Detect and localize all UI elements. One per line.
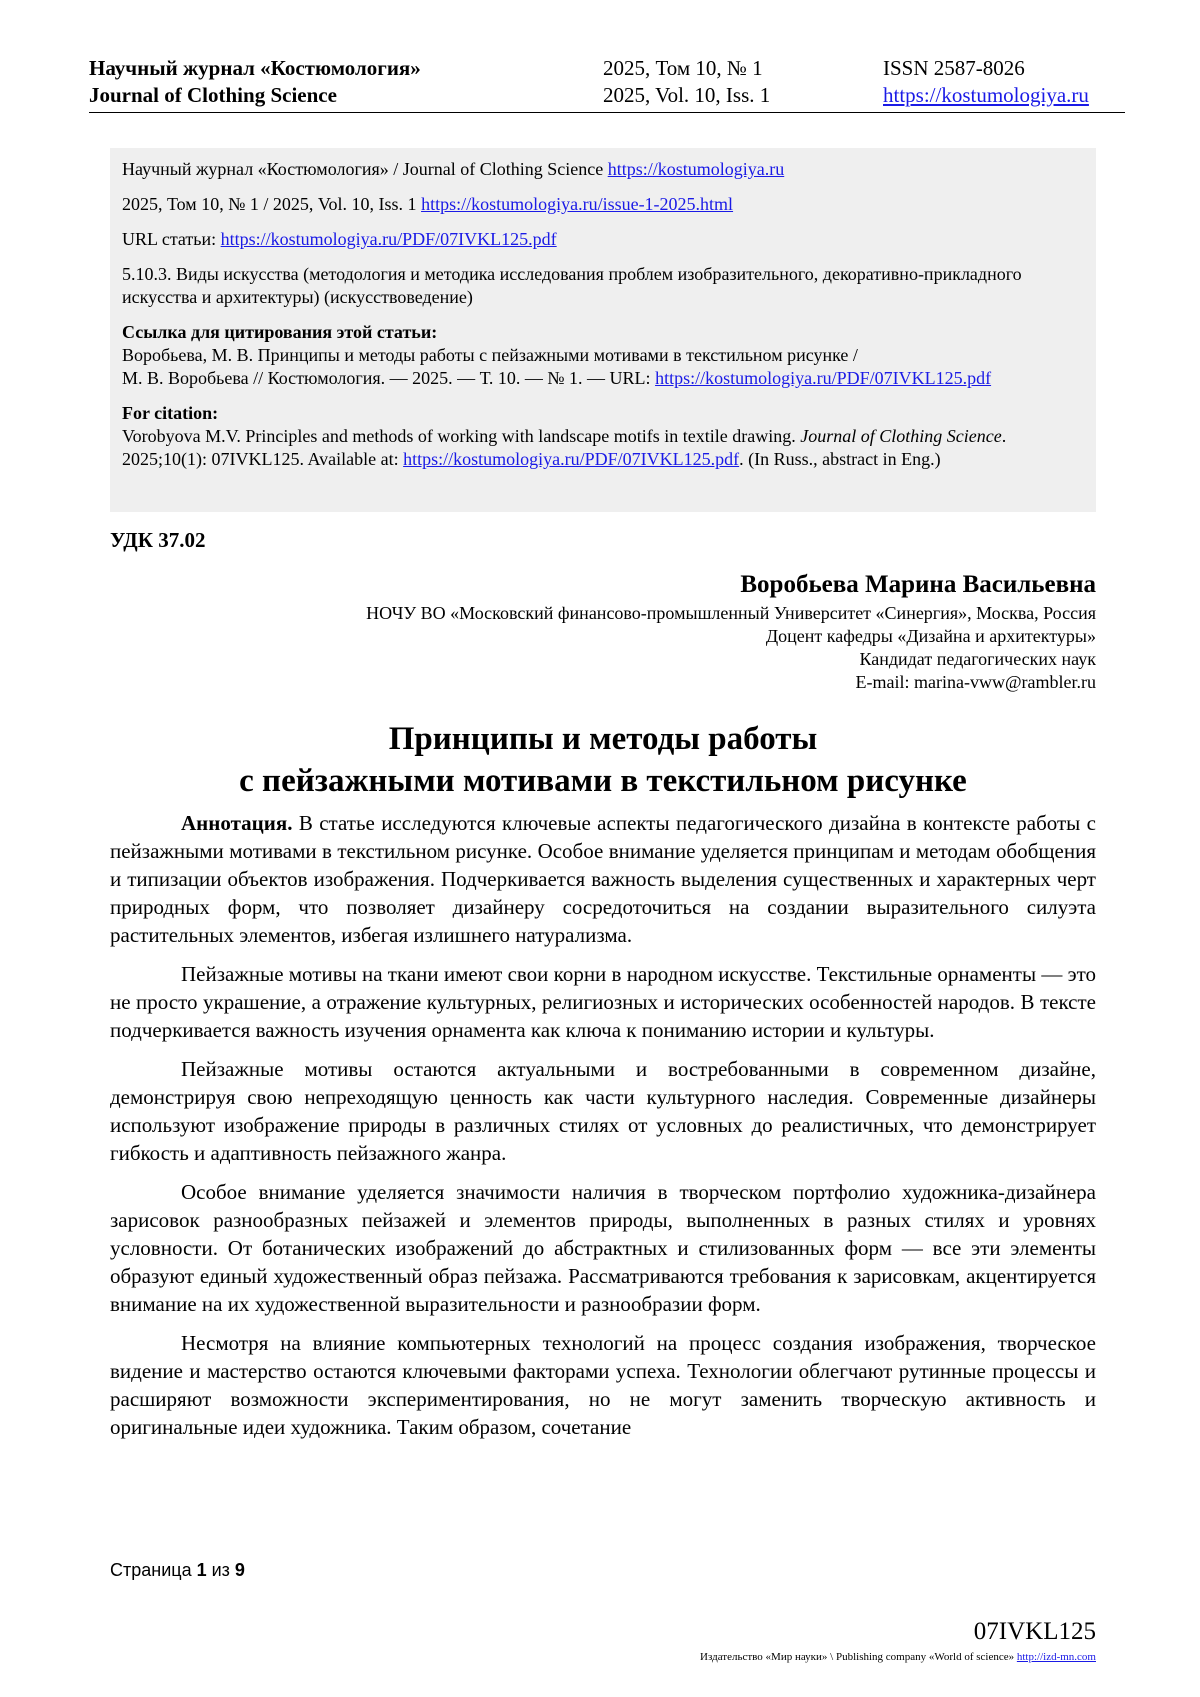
page-current: 1	[196, 1560, 207, 1580]
info-specialty: 5.10.3. Виды искусства (методология и методика исследования проблем изобразительного, декоративно-прикладного искусства и архитектуры) (искусствоведение)	[122, 264, 1022, 307]
citation-en-link[interactable]: https://kostumologiya.ru/PDF/07IVKL125.pdf	[403, 449, 740, 469]
abstract-paragraph: Особое внимание уделяется значимости наличия в творческом портфолио художника-дизайнера зарисовок разнообразных пейзажей и элементов природы, выполненных в разных стилях и уровнях условности. От ботанических изображений до абстрактных и стилизованных форм — все эти элементы образуют единый художественный образ пейзажа. Рассматриваются требования к зарисовкам, акцентируется внимание на их художественной выразительности и разнообразии форм.	[110, 1180, 1096, 1316]
author-position: Доцент кафедры «Дизайна и архитектуры»	[765, 626, 1096, 646]
running-header	[89, 55, 1125, 113]
author-email: E-mail: marina-vww@rambler.ru	[855, 672, 1096, 692]
article-code: 07IVKL125	[973, 1618, 1096, 1645]
header-issn-block	[883, 55, 1089, 109]
title-line-1: Принципы и методы работы	[388, 721, 818, 757]
header-journal	[89, 55, 421, 109]
citation-ru-label: Ссылка для цитирования этой статьи:	[122, 322, 438, 342]
udk-code: УДК 37.02	[110, 528, 206, 552]
info-journal-line: Научный журнал «Костюмология» / Journal of Clothing Science https://kostumologiya.ru	[122, 159, 785, 179]
citation-en: For citation: Vorobyova M.V. Principles and methods of working with landscape motifs in textile drawing. Journal of Clothing Science. 2025;10(1): 07IVKL125. Available at: https://kostumologiya.ru/PDF/07IVKL125.pdf. (In Russ., abstract in Eng.)	[122, 403, 1007, 469]
title-line-2: с пейзажными мотивами в текстильном рисунке	[239, 763, 967, 799]
header-issue-en: 2025, Vol. 10, Iss. 1	[603, 83, 771, 107]
page-number: Страница 1 из 9	[110, 1560, 245, 1580]
author-block	[366, 568, 1096, 694]
abstract-paragraph: Пейзажные мотивы на ткани имеют свои корни в народном искусстве. Текстильные орнаменты — это не просто украшение, а отражение культурных, религиозных и исторических особенностей народов. В тексте подчеркивается важность изучения орнамента как ключа к пониманию истории и культуры.	[110, 962, 1096, 1042]
info-journal-link[interactable]: https://kostumologiya.ru	[607, 159, 785, 179]
abstract	[110, 809, 1096, 1452]
header-issn: ISSN 2587-8026	[883, 56, 1025, 80]
abstract-paragraph: Пейзажные мотивы остаются актуальными и востребованными в современном дизайне, демонстрируя свою непреходящую ценность как части культурного наследия. Современные дизайнеры используют изображение природы в различных стилях от условных до реалистичных, что демонстрирует гибкость и адаптивность пейзажного жанра.	[110, 1057, 1096, 1165]
header-journal-ru: Научный журнал «Костюмология»	[89, 56, 421, 80]
citation-en-journal: Journal of Clothing Science	[800, 426, 1002, 446]
citation-ru: Ссылка для цитирования этой статьи: Воробьева, М. В. Принципы и методы работы с пейзажными мотивами в текстильном рисунке / М. В. Воробьева // Костюмология. — 2025. — Т. 10. — № 1. — URL: https://kostumologiya.ru/PDF/07IVKL125.pdf	[122, 322, 992, 388]
info-url-line: URL статьи: https://kostumologiya.ru/PDF/07IVKL125.pdf	[122, 229, 557, 249]
article-info-box	[110, 148, 1096, 512]
abstract-label: Аннотация.	[181, 811, 293, 835]
info-article-link[interactable]: https://kostumologiya.ru/PDF/07IVKL125.pdf	[220, 229, 557, 249]
header-site-link[interactable]: https://kostumologiya.ru	[883, 83, 1089, 107]
header-issue	[603, 55, 770, 109]
header-issue-ru: 2025, Том 10, № 1	[603, 56, 763, 80]
citation-en-label: For citation:	[122, 403, 219, 423]
page-total: 9	[234, 1560, 245, 1580]
author-name: Воробьева Марина Васильевна	[740, 571, 1096, 598]
abstract-paragraph: Несмотря на влияние компьютерных технологий на процесс создания изображения, творческое видение и мастерство остаются ключевыми факторами успеха. Технологии облегчают рутинные процессы и расширяют возможности экспериментирования, но не могут заменить творческую активность и оригинальные идеи художника. Таким образом, сочетание	[110, 1331, 1096, 1439]
publisher-link[interactable]: http://izd-mn.com	[1016, 1651, 1096, 1663]
article-title	[110, 718, 1096, 802]
header-divider	[89, 112, 1125, 113]
info-issue-line: 2025, Том 10, № 1 / 2025, Vol. 10, Iss. 1 https://kostumologiya.ru/issue-1-2025.html	[122, 194, 734, 214]
citation-ru-link[interactable]: https://kostumologiya.ru/PDF/07IVKL125.pdf	[655, 368, 992, 388]
header-journal-en: Journal of Clothing Science	[89, 83, 337, 107]
author-affiliation: НОЧУ ВО «Московский финансово-промышленный Университет «Синергия», Москва, Россия	[366, 603, 1096, 623]
info-issue-link[interactable]: https://kostumologiya.ru/issue-1-2025.html	[421, 194, 734, 214]
abstract-paragraph: Аннотация. В статье исследуются ключевые аспекты педагогического дизайна в контексте работы с пейзажными мотивами в текстильном рисунке. Особое внимание уделяется принципам и методам обобщения и типизации объектов изображения. Подчеркивается важность выделения существенных и характерных черт природных форм, что позволяет дизайнеру сосредоточиться на создании выразительного силуэта растительных элементов, избегая излишнего натурализма.	[110, 811, 1096, 947]
publisher-line: Издательство «Мир науки» \ Publishing company «World of science» http://izd-mn.com	[700, 1651, 1096, 1663]
author-degree: Кандидат педагогических наук	[859, 649, 1096, 669]
